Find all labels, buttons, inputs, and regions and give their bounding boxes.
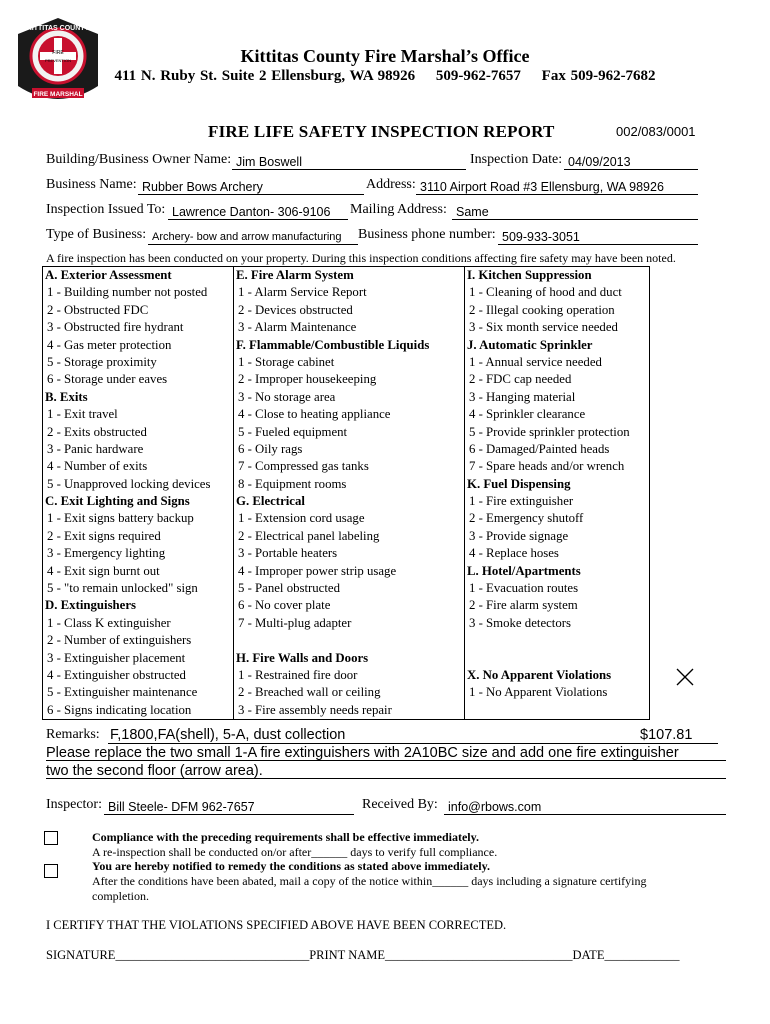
mail-notice-text-cont: completion. <box>92 889 149 903</box>
remarks-underline-2 <box>46 760 726 761</box>
office-address: 411 N. Ruby St. Suite 2 Ellensburg, WA 98926 <box>114 68 416 84</box>
violation-item: 2 - Fire alarm system <box>469 598 578 613</box>
violation-item: 4 - Replace hoses <box>469 546 559 561</box>
violation-item: 3 - Panic hardware <box>47 441 144 456</box>
spacer <box>465 650 649 667</box>
violation-item: 2 - Exits obstructed <box>47 424 147 439</box>
violation-column-3 <box>465 267 649 719</box>
violation-item: 2 - Electrical panel labeling <box>238 528 380 543</box>
violation-item: 1 - Exit signs battery backup <box>47 511 194 526</box>
owner-label: Building/Business Owner Name: <box>46 152 232 167</box>
violation-item: 4 - Exit sign burnt out <box>47 563 160 578</box>
mailing-address-field[interactable]: Same <box>452 205 698 220</box>
violation-item: 2 - Emergency shutoff <box>469 511 584 526</box>
certification-statement: I CERTIFY THAT THE VIOLATIONS SPECIFIED ABOVE HAVE BEEN CORRECTED. <box>46 918 507 932</box>
violation-item: 6 - Oily rags <box>238 441 303 456</box>
office-phone: 509-962-7657 <box>435 68 521 84</box>
section-heading: E. Fire Alarm System <box>236 268 354 282</box>
violation-item: 1 - Class K extinguisher <box>47 615 171 630</box>
business-name-field[interactable]: Rubber Bows Archery <box>138 180 364 195</box>
remarks-line-3[interactable]: two the second floor (arrow area). <box>46 763 263 779</box>
violation-item: 2 - Devices obstructed <box>238 302 353 317</box>
signature-line[interactable]: SIGNATURE_______________________________PRINT NAME______________________________DATE____________ <box>46 948 680 962</box>
address-field[interactable]: 3110 Airport Road #3 Ellensburg, WA 98926 <box>416 180 698 195</box>
violation-item: 3 - No storage area <box>238 389 336 404</box>
violation-item: 3 - Hanging material <box>469 389 576 404</box>
violation-item: 4 - Sprinkler clearance <box>469 407 586 422</box>
section-heading: J. Automatic Sprinkler <box>467 337 593 352</box>
violation-column-1 <box>43 267 233 719</box>
section-heading: F. Flammable/Combustible Liquids <box>236 337 430 352</box>
issued-to-label: Inspection Issued To: <box>46 202 166 217</box>
section-heading: X. No Apparent Violations <box>467 667 612 682</box>
violation-item: 5 - Extinguisher maintenance <box>47 685 198 700</box>
address-label: Address: <box>366 177 416 192</box>
office-title: Kittitas County Fire Marshal’s Office <box>240 46 530 66</box>
violation-item: 6 - No cover plate <box>238 598 331 613</box>
office-contact <box>0 68 770 85</box>
violation-item: 3 - Smoke detectors <box>469 615 571 630</box>
violation-item: 4 - Extinguisher obstructed <box>47 667 186 682</box>
violation-item: 6 - Damaged/Painted heads <box>469 441 610 456</box>
violation-item: 4 - Gas meter protection <box>47 337 172 352</box>
violation-item: 1 - Restrained fire door <box>238 667 358 682</box>
compliance-immediate-checkbox[interactable] <box>44 831 58 845</box>
remedy-conditions-text: You are hereby notified to remedy the conditions as stated above immediately. <box>92 859 490 873</box>
report-title: FIRE LIFE SAFETY INSPECTION REPORT <box>208 122 555 141</box>
violation-column-2 <box>234 267 464 719</box>
received-by-field[interactable]: info@rbows.com <box>444 800 726 815</box>
violation-item: 2 - FDC cap needed <box>469 372 572 387</box>
violation-item: 2 - Improper housekeeping <box>238 372 377 387</box>
section-heading: L. Hotel/Apartments <box>467 563 581 578</box>
violation-item: 1 - Cleaning of hood and duct <box>469 285 622 300</box>
inspection-notice: A fire inspection has been conducted on your property. During this inspection conditions affecting fire safety may have been noted. <box>46 251 676 265</box>
violation-item: 1 - Alarm Service Report <box>238 285 367 300</box>
violation-item: 3 - Provide signage <box>469 528 569 543</box>
remarks-line-2[interactable]: Please replace the two small 1-A fire extinguishers with 2A10BC size and add one fire extinguisher <box>46 745 679 761</box>
report-number: 002/083/0001 <box>616 124 696 139</box>
violation-item: 3 - Obstructed fire hydrant <box>47 320 184 335</box>
section-heading: B. Exits <box>45 389 88 404</box>
violation-item: 5 - Provide sprinkler protection <box>469 424 630 439</box>
inspector-label: Inspector: <box>46 797 102 812</box>
svg-text:KITTITAS COUNTY: KITTITAS COUNTY <box>26 25 90 32</box>
remarks-amount[interactable]: $107.81 <box>640 727 693 743</box>
received-by-label: Received By: <box>362 797 438 812</box>
section-heading: I. Kitchen Suppression <box>467 268 592 282</box>
section-heading: G. Electrical <box>236 494 305 509</box>
violation-item: 3 - Emergency lighting <box>47 546 166 561</box>
date-field[interactable]: 04/09/2013 <box>564 155 698 170</box>
violation-item: 5 - Storage proximity <box>47 354 157 369</box>
reinspection-text: A re-inspection shall be conducted on/or after______ days to verify full compliance. <box>92 845 498 859</box>
remarks-underline-3 <box>46 778 726 779</box>
no-violations-checkbox-mark[interactable] <box>675 667 695 687</box>
spacer <box>465 702 649 719</box>
violation-item: 5 - Panel obstructed <box>238 581 340 596</box>
violation-item: 1 - Building number not posted <box>47 285 208 300</box>
remarks-underline-1 <box>108 743 718 744</box>
violation-item: 3 - Six month service needed <box>469 320 618 335</box>
compliance-immediate-text: Compliance with the preceding requirements shall be effective immediately. <box>92 830 479 844</box>
violation-item: 3 - Fire assembly needs repair <box>238 702 392 717</box>
remedy-conditions-checkbox[interactable] <box>44 864 58 878</box>
inspector-field[interactable]: Bill Steele- DFM 962-7657 <box>104 800 354 815</box>
violation-item: 4 - Improper power strip usage <box>238 563 397 578</box>
section-heading: K. Fuel Dispensing <box>467 476 571 491</box>
violation-item: 5 - Fueled equipment <box>238 424 348 439</box>
mailing-address-label: Mailing Address: <box>350 202 447 217</box>
violation-item: 1 - Exit travel <box>47 407 118 422</box>
svg-text:PREVENTION: PREVENTION <box>44 58 72 63</box>
section-heading: D. Extinguishers <box>45 598 137 613</box>
section-heading: H. Fire Walls and Doors <box>236 650 369 665</box>
violation-item: 3 - Alarm Maintenance <box>238 320 357 335</box>
svg-text:FIRE: FIRE <box>52 50 64 56</box>
spacer <box>234 632 464 649</box>
business-type-field[interactable]: Archery- bow and arrow manufacturing <box>148 230 358 245</box>
violation-item: 4 - Close to heating appliance <box>238 407 391 422</box>
business-type-label: Type of Business: <box>46 227 147 242</box>
issued-to-field[interactable]: Lawrence Danton- 306-9106 <box>168 205 348 220</box>
violation-item: 1 - Evacuation routes <box>469 581 579 596</box>
violation-item: 6 - Storage under eaves <box>47 372 168 387</box>
violation-item: 1 - Extension cord usage <box>238 511 365 526</box>
violation-item: 8 - Equipment rooms <box>238 476 347 491</box>
svg-text:FIRE MARSHAL: FIRE MARSHAL <box>33 91 83 98</box>
remarks-label: Remarks: <box>46 727 100 742</box>
violation-item: 7 - Spare heads and/or wrench <box>469 459 625 474</box>
violation-table <box>42 266 650 720</box>
violation-item: 5 - Unapproved locking devices <box>47 476 211 491</box>
violation-item: 3 - Portable heaters <box>238 546 338 561</box>
owner-field[interactable]: Jim Boswell <box>232 155 466 170</box>
business-phone-label: Business phone number: <box>358 227 496 242</box>
violation-item: 4 - Number of exits <box>47 459 148 474</box>
violation-item: 3 - Extinguisher placement <box>47 650 186 665</box>
date-label: Inspection Date: <box>470 152 563 167</box>
violation-item: 7 - Multi-plug adapter <box>238 615 352 630</box>
violation-item: 2 - Exit signs required <box>47 528 161 543</box>
office-fax: Fax 509-962-7682 <box>541 68 656 84</box>
mail-notice-text: After the conditions have been abated, mail a copy of the notice within______ days including a signature certifying <box>92 874 647 888</box>
violation-item: 2 - Breached wall or ceiling <box>238 685 381 700</box>
violation-item: 1 - Storage cabinet <box>238 354 335 369</box>
violation-item: 1 - Annual service needed <box>469 354 602 369</box>
violation-item: 1 - No Apparent Violations <box>469 685 608 700</box>
violation-item: 6 - Signs indicating location <box>47 702 192 717</box>
violation-item: 2 - Number of extinguishers <box>47 633 192 648</box>
remarks-line-1[interactable]: F,1800,FA(shell), 5-A, dust collection <box>110 727 346 743</box>
section-heading: C. Exit Lighting and Signs <box>45 494 190 509</box>
business-name-label: Business Name: <box>46 177 137 192</box>
violation-item: 2 - Illegal cooking operation <box>469 302 615 317</box>
section-heading: A. Exterior Assessment <box>45 268 172 282</box>
violation-item: 5 - "to remain unlocked" sign <box>47 581 198 596</box>
spacer <box>465 632 649 649</box>
violation-item: 2 - Obstructed FDC <box>47 302 149 317</box>
violation-item: 7 - Compressed gas tanks <box>238 459 369 474</box>
violation-item: 1 - Fire extinguisher <box>469 494 574 509</box>
business-phone-field[interactable]: 509-933-3051 <box>498 230 698 245</box>
